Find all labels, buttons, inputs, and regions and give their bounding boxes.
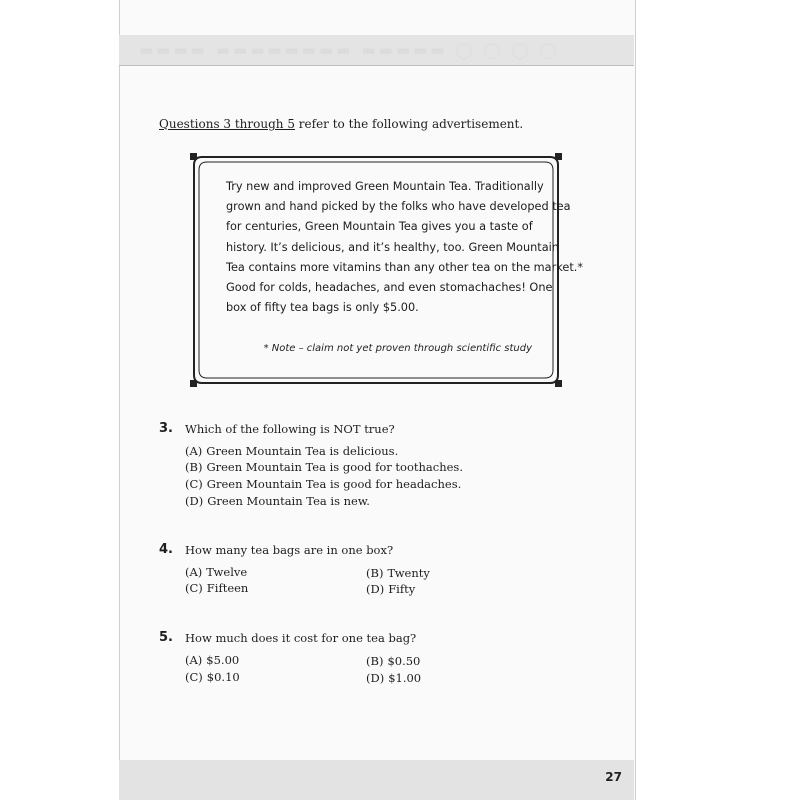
answer-option-c[interactable]: [185, 581, 248, 595]
option-letter: (B): [185, 460, 203, 474]
answer-option-c[interactable]: [185, 477, 461, 491]
option-text: $0.10: [206, 670, 240, 684]
option-letter: (C): [185, 581, 203, 595]
option-text: Green Mountain Tea is good for headaches.: [206, 477, 462, 491]
questions-reference: Questions 3 through 5: [159, 117, 295, 131]
questions-intro-rest: refer to the following advertisement.: [294, 117, 524, 131]
option-letter: (B): [366, 654, 384, 668]
ad-line: Try new and improved Green Mountain Tea. Traditionally: [226, 180, 544, 193]
option-text: Green Mountain Tea is good for toothaches.: [206, 460, 463, 474]
answer-option-c[interactable]: [185, 670, 240, 684]
question-text: Which of the following is NOT true?: [185, 422, 395, 436]
answer-option-b[interactable]: [185, 460, 463, 474]
answer-option-d[interactable]: [366, 582, 415, 596]
ad-line: history. It’s delicious, and it’s healthy, too. Green Mountain: [226, 240, 559, 254]
ad-line: for centuries, Green Mountain Tea gives you a taste of: [226, 220, 533, 234]
ad-line: Good for colds, headaches, and even stomachaches! One: [226, 281, 553, 295]
option-letter: (B): [366, 566, 384, 580]
option-text: Green Mountain Tea is delicious.: [206, 444, 399, 458]
option-letter: (C): [185, 670, 203, 684]
question-number: 4.: [159, 542, 173, 557]
option-letter: (D): [185, 494, 204, 508]
option-text: $0.50: [387, 654, 421, 668]
option-letter: (C): [185, 477, 203, 491]
option-letter: (A): [185, 565, 203, 579]
answer-option-b[interactable]: [366, 654, 420, 668]
question-text: How many tea bags are in one box?: [185, 543, 394, 557]
advertisement-text: [226, 177, 583, 318]
page-number: 27: [605, 770, 622, 784]
option-letter: (D): [366, 671, 385, 685]
ad-line: Tea contains more vitamins than any other tea on the market.*: [226, 260, 583, 274]
questions-intro: [159, 117, 599, 131]
question-number: 3.: [159, 421, 173, 436]
option-text: $1.00: [388, 671, 422, 685]
option-letter: (A): [185, 653, 203, 667]
option-text: $5.00: [206, 653, 240, 667]
answer-option-a[interactable]: [185, 444, 398, 458]
option-text: Twenty: [387, 566, 430, 580]
question-number: 5.: [159, 630, 173, 645]
option-text: Fifty: [388, 582, 416, 596]
advertisement-box: [190, 153, 583, 387]
answer-option-d[interactable]: [366, 671, 421, 685]
option-letter: (A): [185, 444, 203, 458]
page-header-band: [119, 35, 634, 66]
answer-option-a[interactable]: [185, 653, 239, 667]
answer-option-a[interactable]: [185, 565, 247, 579]
page-footer-band: [119, 760, 634, 800]
ad-line: box of fifty tea bags is only $5.00.: [226, 301, 419, 315]
ad-line: grown and hand picked by the folks who have developed tea: [226, 200, 571, 214]
option-text: Fifteen: [206, 581, 249, 595]
option-text: Twelve: [206, 565, 248, 579]
answer-option-b[interactable]: [366, 566, 430, 580]
question-text: How much does it cost for one tea bag?: [185, 631, 417, 645]
option-text: Green Mountain Tea is new.: [207, 494, 370, 508]
answer-option-d[interactable]: [185, 494, 370, 508]
advertisement-footnote: * Note – claim not yet proven through scientific study: [263, 343, 532, 354]
option-letter: (D): [366, 582, 385, 596]
header-ghost-decoration: ▬▬▬▬ ▬▬▬▬▬▬▬▬ ▬▬▬▬▬ ◯ ◯ ◯ ◯: [139, 41, 560, 59]
